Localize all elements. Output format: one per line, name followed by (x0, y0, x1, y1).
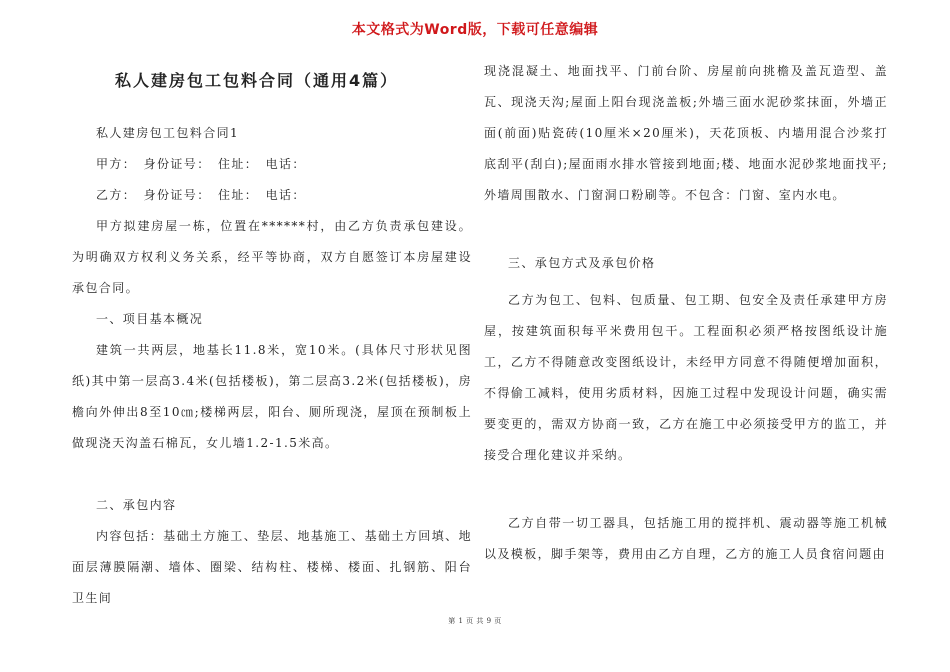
party-b-line: 乙方： 身份证号： 住址： 电话： (96, 188, 306, 202)
section-2-body: 内容包括：基础土方施工、垫层、地基施工、基础土方回填、地面层薄膜隔潮、墙体、圈梁、结构柱、楼梯、楼面、扎钢筋、阳台卫生间 (72, 529, 472, 605)
section-3-heading: 三、承包方式及承包价格 (508, 256, 656, 270)
section-1-body: 建筑一共两层，地基长11.8米，宽10米。(具体尺寸形状见图纸)其中第一层高3.4米(包括楼板)，第二层高3.2米(包括楼板)，房檐向外伸出8至10㎝;楼梯两层，阳台、厕所现浇，屋顶在预制板上做现浇天沟盖石棉瓦，女儿墙1.2-1.5米高。 (72, 343, 472, 450)
party-a-line: 甲方： 身份证号： 住址： 电话： (96, 157, 306, 171)
intro-paragraph: 甲方拟建房屋一栋，位置在******村，由乙方负责承包建设。为明确双方权利义务关系，经平等协商，双方自愿签订本房屋建设承包合同。 (72, 219, 472, 295)
download-banner: 本文格式为Word版，下载可任意编辑 (351, 22, 599, 38)
section-1-heading: 一、项目基本概况 (96, 312, 204, 326)
section-3-paragraph-2: 乙方自带一切工器具，包括施工用的搅拌机、震动器等施工机械以及模板，脚手架等，费用由乙方自理，乙方的施工人员食宿问题由 (484, 516, 888, 561)
document-title: 私人建房包工包料合同（通用4篇） (115, 71, 399, 90)
section-3-paragraph-1: 乙方为包工、包料、包质量、包工期、包安全及责任承建甲方房屋，按建筑面积每平米费用包干。工程面积必须严格按图纸设计施工，乙方不得随意改变图纸设计，未经甲方同意不得随便增加面积，不得偷工减料，使用劣质材料，因施工过程中发现设计问题，确实需要变更的，需双方协商一致，乙方在施工中必须接受甲方的监工，并接受合理化建议并采纳。 (484, 293, 888, 462)
page-number-footer: 第 1 页 共 9 页 (448, 617, 502, 625)
section-2-continuation: 现浇混凝土、地面找平、门前台阶、房屋前向挑檐及盖瓦造型、盖瓦、现浇天沟;屋面上阳台现浇盖板;外墙三面水泥砂浆抹面，外墙正面(前面)贴瓷砖(10厘米×20厘米)，天花顶板、内墙用混合沙浆打底刮平(刮白);屋面雨水排水管接到地面;楼、地面水泥砂浆地面找平;外墙周围散水、门窗洞口粉刷等。不包含：门窗、室内水电。 (484, 64, 888, 202)
contract-subtitle: 私人建房包工包料合同1 (96, 126, 240, 140)
section-2-heading: 二、承包内容 (96, 498, 177, 512)
